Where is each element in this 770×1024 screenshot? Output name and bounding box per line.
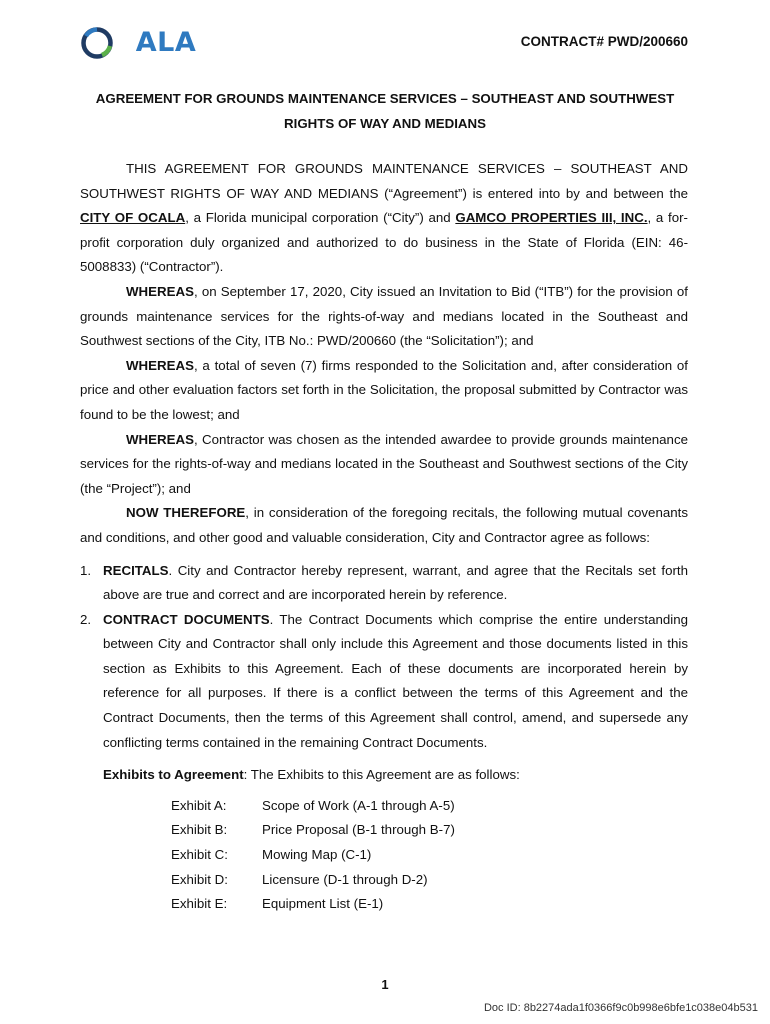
document-id: Doc ID: 8b2274ada1f0366f9c0b998e6bfe1c038e04b531 [483, 1002, 758, 1014]
now-therefore-paragraph: NOW THEREFORE, in consideration of the foregoing recitals, the following mutual covenants and conditions, and other good and valuable consideration, City and Contractor agree as follows: [80, 505, 688, 545]
list-item: 1. RECITALS. City and Contractor hereby represent, warrant, and agree that the Recitals set forth above are true and correct and are incorporated herein by reference. [80, 562, 688, 603]
title-line-2: RIGHTS OF WAY AND MEDIANS [284, 116, 486, 131]
whereas-paragraph-3: WHEREAS, Contractor was chosen as the intended awardee to provide grounds maintenance services for the rights-of-way and medians located in the Southeast and Southwest sections of the City (the “Project”); and [80, 431, 688, 496]
ocala-logo [80, 26, 196, 60]
page-number: 1 [381, 977, 389, 992]
whereas-paragraph-1: WHEREAS, on September 17, 2020, City issued an Invitation to Bid (“ITB”) for the provision of grounds maintenance services for the rights-of-way and medians located in the Southeast and Southwest sections of the City, ITB No.: PWD/200660 (the “Solicitation”); and [80, 283, 688, 349]
exhibits-heading: Exhibits to Agreement: The Exhibits to this Agreement are as follows: [103, 767, 520, 783]
title-line-1: AGREEMENT FOR GROUNDS MAINTENANCE SERVICES – SOUTHEAST AND SOUTHWEST [95, 91, 675, 106]
exhibit-row: Exhibit B: Price Proposal (B-1 through B-7) [171, 822, 455, 838]
list-item: 2. CONTRACT DOCUMENTS. The Contract Documents which comprise the entire understanding between City and Contractor shall only include this Agreement and those documents listed in this section as Exhibits to this Agreement. Each of these documents are incorporated herein by reference for all purposes. If there is a conflict between the terms of this Agreement and the Contract Documents, then the terms of this Agreement shall control, amend, and supersede any conflicting terms contained in the remaining Contract Documents. [80, 611, 688, 750]
contractor-party: GAMCO PROPERTIES III, INC. [455, 210, 648, 226]
city-party: CITY OF OCALA [80, 210, 186, 226]
exhibit-row: Exhibit E: Equipment List (E-1) [171, 896, 384, 912]
exhibit-row: Exhibit C: Mowing Map (C-1) [171, 847, 372, 863]
intro-paragraph: THIS AGREEMENT FOR GROUNDS MAINTENANCE SERVICES – SOUTHEAST AND SOUTHWEST RIGHTS OF WAY AND MEDIANS (“Agreement”) is entered into by and between the CITY OF OCALA, a Florida municipal corporation (“City”) and GAMCO PROPERTIES III, INC., a for-profit corporation duly organized and authorized to do business in the State of Florida (EIN: 46-5008833) (“Contractor”). [80, 161, 688, 275]
whereas-paragraph-2: WHEREAS, a total of seven (7) firms responded to the Solicitation and, after consideration of price and other evaluation factors set forth in the Solicitation, the proposal submitted by Contractor was found to be the lowest; and [80, 357, 688, 422]
logo-text: ALA [135, 27, 197, 58]
agreement-title [80, 86, 690, 136]
agreement-body [80, 157, 688, 917]
exhibit-row: Exhibit A: Scope of Work (A-1 through A-5) [171, 797, 455, 813]
logo-o-icon [80, 26, 114, 60]
exhibit-row: Exhibit D: Licensure (D-1 through D-2) [171, 871, 428, 887]
exhibit-list [80, 794, 688, 917]
contract-number: CONTRACT# PWD/200660 [520, 34, 688, 49]
